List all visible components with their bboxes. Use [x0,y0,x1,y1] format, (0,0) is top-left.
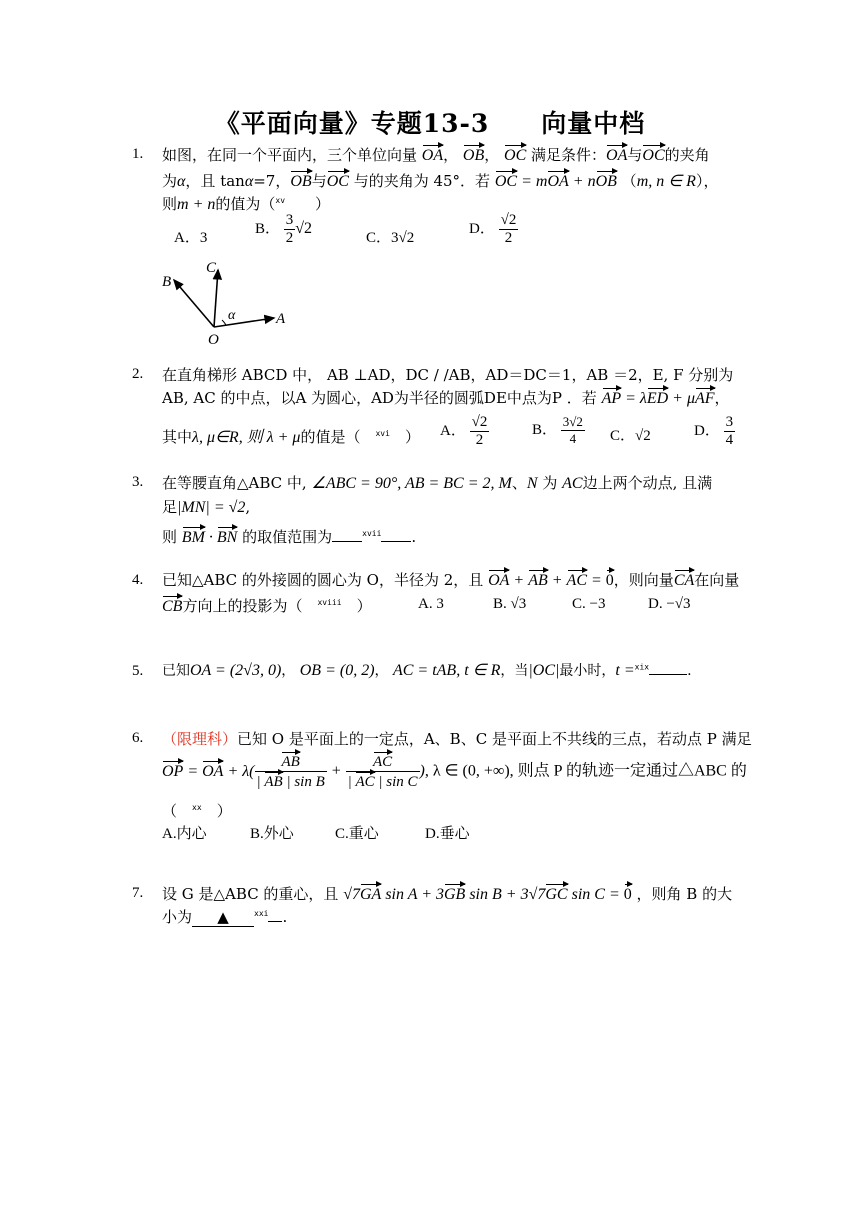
option-d: D． $\frac{3}{4}$ [694,414,734,448]
vector-oc: OC [642,147,665,164]
answer-blank[interactable]: ▲ [192,908,254,927]
question-text-line: 其中λ, μ∈R, 则 λ + μ的值是（ $^{xvi}$ ） [162,428,420,446]
option-c: C. −3 [572,596,606,612]
formula: √7GA sin A + 3GB sin B + 3√7GC sin C = 0 [343,886,632,903]
option-a: A. 3 [418,596,444,612]
arrow-ob [174,280,214,327]
answer-blank-tail [268,921,282,922]
question-text-line: 在等腰直角△ABC 中, ∠ABC = 90°, AB = BC = 2, M、N 为 AC边上两个动点, 且满 [162,474,713,492]
vector-cb: CB [162,598,183,615]
label-o: O [208,332,219,346]
question-number: 3. [132,474,144,490]
option-b: B. √3 [493,596,527,612]
option-c: C.重心 [335,826,379,842]
vector-oa: OA [606,147,628,164]
question-text-line: 设 G 是△ABC 的重心，且 √7GA sin A + 3GB sin B + 3√7GC sin C = 0 ，则角 B 的大 [162,885,733,903]
formula: OC = mOA + nOB [494,173,617,190]
question-text-line: 已知△ABC 的外接圆的圆心为 O，半径为 2，且 OA + AB + AC = 0，则向量CA在向量 [162,571,740,589]
question-text-line: （ $^{xx}$ ） [162,802,232,820]
question-text-line: 则 BM · BN 的取值范围为 $^{xvii}$ . [162,528,417,546]
option-d: D． $\frac{√2}{2}$ [469,212,517,246]
question-number: 4. [132,572,144,588]
vector-oc: OC [326,173,349,190]
option-b: B.外心 [250,826,294,842]
option-d: D.垂心 [425,826,470,842]
arrow-oc [214,270,218,327]
vector-ob: OB [290,173,312,190]
option-c: C．3√2 [366,230,415,246]
question-number: 5. [132,663,144,679]
option-b: B． $\frac{3√2}{4}$ [532,414,583,446]
formula: BM · BN [181,529,238,546]
answer-blank[interactable] [381,541,411,542]
option-d: D. −√3 [648,596,691,612]
formula: OA + AB + AC = 0 [488,572,614,589]
page-title: 《平面向量》专题13-3 向量中档 [214,109,646,138]
vector-ob: OB [462,147,485,164]
question-number: 2. [132,366,144,382]
question-text-line: 足|MN| = √2, [162,498,251,516]
option-b: B． $\frac{3}{2}$ √2 [255,212,313,246]
vector-oa: OA [421,147,444,164]
arrow-oa [214,318,274,327]
option-a: A． $\frac{√2}{2}$ [440,414,488,448]
question-text-line: 如图，在同一个平面内，三个单位向量 OA， OB， OC 满足条件：OA与OC的夹角 [162,146,710,164]
answer-blank[interactable] [649,674,687,675]
question-text-line: 则m + n的值为（$^{xv}$ ） [162,195,331,213]
question-text-line: CB方向上的投影为（ $^{xviii}$ ） [162,597,372,615]
question-text-line: （限理科）已知 O 是平面上的一定点，A、B、C 是平面上不共线的三点，若动点 P 满足 [162,730,752,748]
label-alpha: α [228,308,236,323]
formula-line: OP = OA + λ( $\frac{AB}{\text{| AB | sin B}}$ + $\frac{AC}{\text{| AC | sin C}}$ ), λ ∈ (0, +∞), 则点 P 的轨迹一定通过△ABC 的 [162,754,747,790]
question-text-line: 小为 ▲ $^{xxi}$ . [162,908,288,926]
science-only-tag: （限理科） [162,730,238,748]
vector-oc: OC [504,147,527,164]
question-text-line: 为α，且 tanα=7，OB与OC 与的夹角为 45°．若 OC = mOA + nOB （m, n ∈ R）， [162,172,719,190]
question-number: 1. [132,146,144,162]
label-a: A [276,311,286,327]
question-text-line: 在直角梯形 ABCD 中， AB ⊥AD，DC / /AB，AD＝DC＝1，AB ＝2，E, F 分别为 [162,366,734,384]
question-text-line: AB, AC 的中点，以A 为圆心，AD为半径的圆弧DE中点为P ．若 AP = λED + μAF， [162,389,730,407]
vector-figure [156,256,296,346]
option-a: A.内心 [162,826,207,842]
label-b: B [162,274,172,290]
question-text-line: 已知OA = (2√3, 0)， OB = (0, 2)， AC = tAB, t ∈ R，当|OC|最小时，t =$^{xix}$ . [162,662,692,679]
formula: AP = λED + μAF [601,390,715,407]
option-a: A．3 [174,230,208,246]
question-number: 6. [132,730,144,746]
label-c: C [206,260,217,276]
option-c: C．√2 [610,428,651,444]
answer-blank[interactable] [332,541,362,542]
vector-ca: CA [673,572,695,589]
question-number: 7. [132,885,144,901]
